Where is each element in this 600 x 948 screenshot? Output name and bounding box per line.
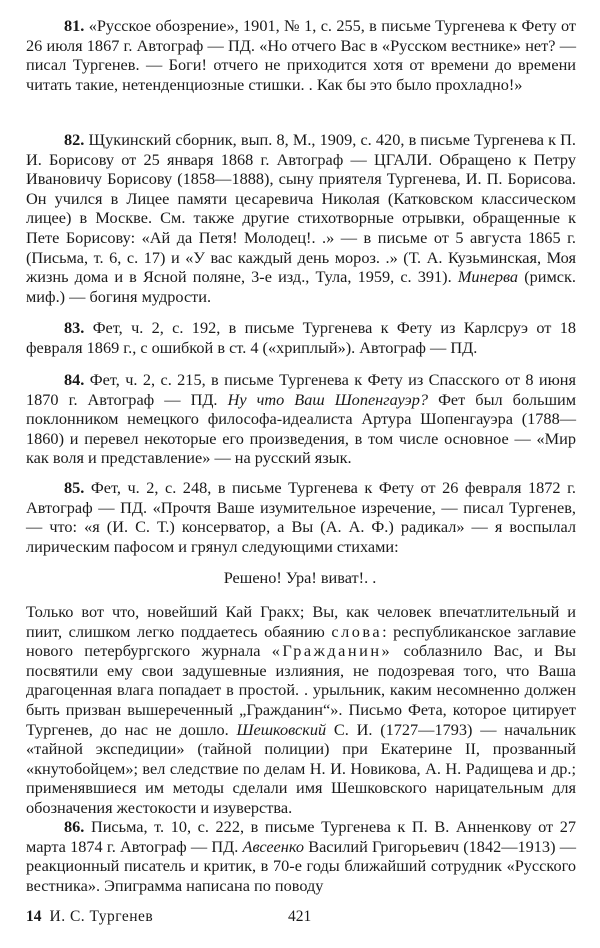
- note-text-tail: (римск. миф.) — богиня мудрости.: [26, 267, 577, 306]
- note-83: [26, 318, 576, 357]
- note-text-tail: Василий Григорьевич (1842—1913) — реакционный писатель и критик, в 70-е годы ближайший сотрудник «Русского вестника». Эпиграмма написана по поводу: [26, 836, 576, 895]
- spaced-word: слова: [331, 621, 383, 641]
- printer-signature: [26, 908, 153, 926]
- note-number: 84.: [64, 370, 85, 389]
- note-text: Фет, ч. 2, с. 215, в письме Тургенева к Фету из Спасского от 8 июня 1870 г. Автограф — ПД.: [26, 370, 576, 409]
- note-number: 85.: [64, 478, 85, 497]
- continuation-text: Только вот что, новейший Кай Гракх; Вы, как человек впечатлительный и пиит, слишком легко поддаетесь обаянию: [26, 602, 576, 641]
- note-text: Фет, ч. 2, с. 248, в письме Тургенева к Фету от 26 февраля 1872 г. Автограф — ПД. «Прочтя Ваше изумительное изречение, — писал Тургенев, — что: «я (И. С. Т.) консерватор, а Вы (А. А. Ф.) радикал» — я воспылал лирическим пафосом и грянул следующими стихами:: [26, 478, 576, 556]
- signature-author: И. С. Тургенев: [49, 908, 154, 925]
- continuation-text: : республиканское заглавие нового петербургского журнала: [26, 621, 577, 661]
- note-italic-quote: Ну что Ваш Шопенгауэр?: [227, 389, 429, 409]
- note-number: 83.: [64, 318, 85, 337]
- note-italic-term: Минерва: [457, 267, 519, 287]
- signature-number: 14: [26, 908, 42, 925]
- note-text: Фет, ч. 2, с. 192, в письме Тургенева к Фету из Карлсруэ от 18 февраля 1869 г., с ошибкой в ст. 4 («хриплый»). Автограф — ПД.: [26, 318, 576, 357]
- note-84: [26, 370, 576, 468]
- verse-line: Решено! Ура! виват!. .: [223, 568, 377, 587]
- note-85: [26, 478, 576, 556]
- continuation-text: С. И. (1727—1793) — начальник «тайной экспедиции» (тайной полиции) при Екатерине II, прозванный «кнутобойцем»; вел следствие по делам Н. И. Новикова, А. Н. Радищева и др.; применявшиеся им методы сделали имя Шешковского нарицательным для обозначения жестокости и изуверства.: [26, 719, 577, 817]
- note-number: 82.: [64, 130, 85, 149]
- page-number: 421: [288, 908, 312, 925]
- note-number: 86.: [64, 817, 85, 836]
- note-number: 81.: [64, 16, 85, 35]
- note-86: [26, 817, 576, 895]
- note-text: Письма, т. 10, с. 222, в письме Тургенева к П. В. Анненкову от 27 марта 1874 г. Автограф — ПД.: [26, 817, 576, 856]
- note-text: Щукинский сборник, вып. 8, М., 1909, с. 420, в письме Тургенева к П. И. Борисову от 25 января 1868 г. Автограф — ЦГАЛИ. Обращено к Петру Ивановичу Борисову (1858—1888), сыну приятеля Тургенева, И. П. Борисова. Он учился в Лицее памяти цесаревича Николая (Катковском классическом лицее) в Москве. См. также другие стихотворные отрывки, обращенные к Пете Борисову: «Ай да Петя! Молодец!. .» — в письме от 5 августа 1865 г. (Письма, т. 6, с. 17) и «У вас каждый день мороз. .» (Т. А. Кузьминская, Моя жизнь дома и в Ясной поляне, 3-е изд., Тула, 1959, с. 391).: [26, 130, 576, 287]
- continuation-text: соблазнило Вас, и Вы посвятили ему свои задушевные излияния, не подозревая того, что Ваша драгоценная влага попадает в простой. . урыльник, каким несомненно должен быть призван вышереченный „Гражданин“». Письмо Фета, которое цитирует Тургенев, до нас не дошло.: [26, 641, 576, 739]
- page-footer: [26, 908, 576, 930]
- spaced-journal-title: «Гражданин»: [271, 641, 393, 661]
- note-81: [26, 16, 576, 94]
- note-text: «Русское обозрение», 1901, № 1, с. 255, в письме Тургенева к Фету от 26 июля 1867 г. Автограф — ПД. «Но отчего Вас в «Русском вестнике» нет? — писал Тургенев. — Боги! отчего не приходится хотя от времени до времени читать такие, нетенденциозные стишки. . Как бы это было прохладно!»: [26, 16, 576, 94]
- note-82: [26, 130, 576, 306]
- person-name-italic: Шешковский: [236, 719, 327, 739]
- note-85-continuation: [26, 602, 576, 818]
- note-text-tail: Фет был большим поклонником немецкого философа-идеалиста Артура Шопенгауэра (1788—1860) и перевел некоторые его произведения, в том числе основное — «Мир как воля и представление» — на русский язык.: [26, 389, 576, 468]
- note-italic-name: Авсеенко: [242, 836, 304, 856]
